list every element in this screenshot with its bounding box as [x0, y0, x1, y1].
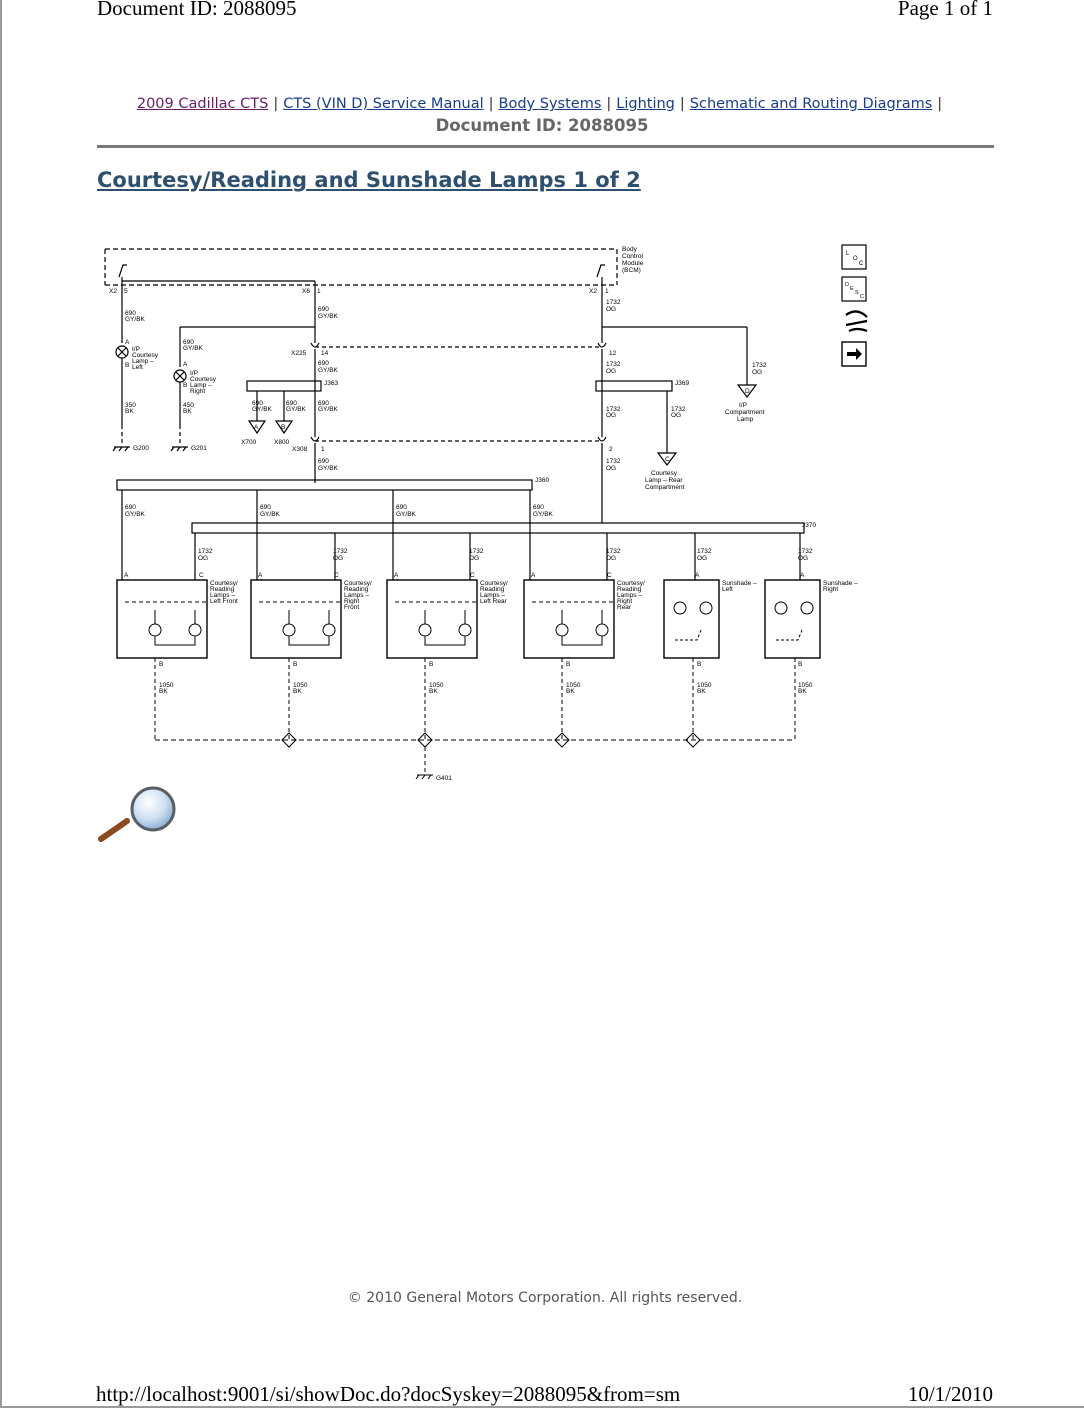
pin-label: C: [607, 572, 612, 579]
wire-color: OG: [606, 465, 617, 472]
power-ground-icon[interactable]: [846, 311, 867, 331]
lamp-label: Lamps –: [210, 592, 235, 599]
bcm-label: Control: [622, 253, 643, 260]
wire-label: 690: [260, 504, 271, 511]
wire-label: 690: [252, 400, 263, 407]
lamp-label: I/P: [132, 346, 140, 353]
footer-url: http://localhost:9001/si/showDoc.do?docSyskey=2088095&from=sm: [96, 1382, 681, 1406]
wire-label: 1732: [671, 406, 686, 413]
wire-label: 1732: [798, 548, 813, 555]
pin-label: A: [800, 572, 805, 579]
icon-letter: D: [845, 282, 849, 288]
wire-color: OG: [697, 555, 708, 562]
connector-label: X2: [589, 288, 597, 295]
pin-label: 5: [124, 288, 128, 295]
wire-color: GY/BK: [125, 511, 145, 518]
wire-color: BK: [798, 688, 807, 695]
icon-letter: C: [859, 261, 864, 267]
pin-label: B: [159, 661, 164, 668]
wire-color: GY/BK: [533, 511, 553, 518]
wire-color: GY/BK: [252, 406, 272, 413]
lamp-label: Reading: [344, 586, 369, 593]
wire-color: GY/BK: [183, 345, 203, 352]
wire-label: 690: [318, 458, 329, 465]
wire-label: 1732: [606, 548, 621, 555]
pin-label: B: [293, 661, 298, 668]
pin-label: A: [258, 572, 263, 579]
description-icon[interactable]: [842, 277, 866, 301]
lamp-label: Lamp –: [190, 382, 212, 389]
lamp-label: Lamps –: [344, 592, 369, 599]
breadcrumb-separator: |: [606, 96, 612, 112]
copyright-notice: © 2010 General Motors Corporation. All rights reserved.: [347, 1290, 743, 1306]
wire-label: 1050: [566, 682, 581, 689]
wire-color: OG: [469, 555, 480, 562]
icon-letter: C: [860, 294, 864, 300]
wire-label: 690: [125, 504, 136, 511]
pin-label: C: [470, 572, 475, 579]
wire-label: 1050: [293, 682, 308, 689]
wire-label: 1050: [159, 682, 174, 689]
wire-color: GY/BK: [396, 511, 416, 518]
document-id-line: Document ID: 2088095: [435, 116, 649, 135]
wire-label: 1050: [798, 682, 813, 689]
lamp-label: Left: [132, 364, 143, 371]
lamp-label: I/P: [739, 402, 747, 409]
bcm-label: (BCM): [622, 267, 641, 274]
pin-label: B: [798, 661, 803, 668]
wire-label: 1732: [606, 361, 621, 368]
wire-label: 690: [183, 339, 194, 346]
ground-label: G401: [436, 775, 452, 782]
wire-label: 1732: [697, 548, 712, 555]
lamp-label: Lamps –: [480, 592, 505, 599]
splice-label: J370: [802, 522, 817, 529]
header-rule: [97, 145, 994, 148]
connector-label: X6: [302, 288, 310, 295]
breadcrumb-link-lighting[interactable]: Lighting: [616, 96, 675, 112]
pin-label: B: [429, 661, 434, 668]
wire-label: 1732: [198, 548, 213, 555]
wire-color: GY/BK: [318, 406, 338, 413]
lamp-label: Right: [344, 598, 360, 605]
pin-label: 12: [609, 350, 617, 357]
splice-label: J369: [675, 380, 690, 387]
pin-label: B: [125, 362, 130, 369]
breadcrumb-separator: |: [937, 96, 943, 112]
next-icon[interactable]: [842, 342, 866, 366]
lamp-label: Lamp: [737, 416, 754, 423]
pin-label: A: [124, 572, 129, 579]
icon-letter: E: [850, 286, 854, 292]
wire-label: 1732: [752, 362, 767, 369]
connector-label: X225: [291, 350, 307, 357]
wire-color: GY/BK: [286, 406, 306, 413]
pin-label: A: [183, 361, 188, 368]
lamp-label: Compartment: [645, 484, 685, 491]
pin-label: A: [125, 339, 130, 346]
breadcrumb-link-vehicle[interactable]: 2009 Cadillac CTS: [136, 96, 269, 112]
lamp-label: Left: [722, 586, 733, 593]
wire-label: 690: [318, 360, 329, 367]
icon-letter: O: [853, 256, 858, 262]
connector-label: X2: [109, 288, 117, 295]
pin-label: A: [394, 572, 399, 579]
wire-color: OG: [606, 306, 617, 313]
wire-color: BK: [697, 688, 706, 695]
lamp-label: Compartment: [725, 409, 765, 416]
breadcrumb: [0, 96, 1084, 112]
pin-label: B: [697, 661, 702, 668]
wire-label: 1732: [469, 548, 484, 555]
pin-label: B: [566, 661, 571, 668]
lamp-label: Lamp –: [132, 358, 154, 365]
wire-label: 690: [318, 400, 329, 407]
location-icon[interactable]: [842, 245, 866, 269]
wire-color: BK: [429, 688, 438, 695]
wire-label: 1732: [333, 548, 348, 555]
wire-label: 1732: [606, 299, 621, 306]
breadcrumb-link-schematics[interactable]: Schematic and Routing Diagrams: [689, 96, 933, 112]
lamp-label: Right: [823, 586, 839, 593]
lamp-label: Courtesy: [651, 470, 678, 477]
footer-date: 10/1/2010: [907, 1382, 993, 1406]
lamp-label: Rear: [617, 604, 632, 611]
pin-label: A: [695, 572, 700, 579]
connector-label: X800: [274, 439, 290, 446]
connector-label: X700: [241, 439, 257, 446]
wire-label: 1732: [606, 406, 621, 413]
lamp-label: Reading: [210, 586, 235, 593]
pin-label: C: [665, 456, 670, 463]
icon-letter: S: [855, 290, 859, 296]
wire-label: 690: [125, 310, 136, 317]
splice-label: J363: [324, 380, 339, 387]
lamp-label: Lamps –: [617, 592, 642, 599]
wire-label: 1050: [697, 682, 712, 689]
wire-color: OG: [333, 555, 344, 562]
wire-label: 690: [533, 504, 544, 511]
pin-label: 1: [321, 446, 325, 453]
wire-label: 450: [183, 402, 194, 409]
wire-color: OG: [671, 412, 682, 419]
pin-label: B: [281, 424, 286, 431]
lamp-label: Reading: [480, 586, 505, 593]
header-page-number: Page 1 of 1: [897, 0, 993, 20]
wire-color: BK: [159, 688, 168, 695]
lamp-label: Right: [190, 388, 206, 395]
lamp-label: I/P: [190, 370, 198, 377]
wire-color: OG: [198, 555, 209, 562]
wire-color: GY/BK: [260, 511, 280, 518]
lamp-label: Courtesy: [190, 376, 217, 383]
wire-color: OG: [752, 369, 763, 376]
bcm-label: Body: [622, 246, 637, 253]
wire-color: OG: [606, 555, 617, 562]
wire-color: GY/BK: [318, 367, 338, 374]
lamp-label: Reading: [617, 586, 642, 593]
wire-label: 350: [125, 402, 136, 409]
pin-label: C: [199, 572, 204, 579]
wire-color: BK: [125, 408, 134, 415]
wire-color: BK: [566, 688, 575, 695]
wire-color: BK: [293, 688, 302, 695]
pin-label: 1: [605, 288, 609, 295]
wire-color: BK: [183, 408, 192, 415]
wire-label: 1050: [429, 682, 444, 689]
lamp-label: Sunshade –: [823, 580, 858, 587]
wire-label: 690: [396, 504, 407, 511]
ground-label: G200: [133, 445, 149, 452]
breadcrumb-link-body-systems[interactable]: Body Systems: [498, 96, 602, 112]
wire-color: OG: [798, 555, 809, 562]
lamp-label: Courtesy/: [617, 580, 645, 587]
lamp-label: Left Front: [210, 598, 238, 605]
pin-label: C: [334, 572, 339, 579]
lamp-label: Right: [617, 598, 633, 605]
breadcrumb-link-manual[interactable]: CTS (VIN D) Service Manual: [283, 96, 484, 112]
wiring-schematic: [97, 235, 877, 785]
breadcrumb-separator: |: [488, 96, 494, 112]
lamp-label: Sunshade –: [722, 580, 757, 587]
zoom-magnifier-icon[interactable]: [97, 783, 181, 845]
page-title[interactable]: Courtesy/Reading and Sunshade Lamps 1 of 2: [97, 168, 641, 192]
lamp-label: Courtesy/: [480, 580, 508, 587]
splice-label: J360: [535, 477, 550, 484]
wire-color: OG: [606, 368, 617, 375]
wire-label: 1732: [606, 458, 621, 465]
breadcrumb-separator: |: [273, 96, 279, 112]
lamp-label: Lamp – Rear: [645, 477, 683, 484]
pin-label: 2: [609, 446, 613, 453]
header-document-id: Document ID: 2088095: [97, 0, 297, 20]
ground-label: G201: [191, 445, 207, 452]
pin-label: A: [254, 424, 259, 431]
lamp-label: Courtesy/: [344, 580, 372, 587]
connector-label: X308: [292, 446, 308, 453]
wire-label: 690: [286, 400, 297, 407]
wire-color: GY/BK: [318, 313, 338, 320]
breadcrumb-separator: |: [679, 96, 685, 112]
icon-letter: L: [846, 251, 850, 257]
pin-label: A: [531, 572, 536, 579]
lamp-label: Courtesy: [132, 352, 159, 359]
lamp-label: Front: [344, 604, 360, 611]
pin-label: 14: [321, 350, 329, 357]
pin-label: 1: [317, 288, 321, 295]
wire-color: OG: [606, 412, 617, 419]
wire-label: 690: [318, 306, 329, 313]
pin-label: B: [183, 382, 188, 389]
bcm-label: Module: [622, 260, 644, 267]
pin-label: D: [745, 388, 750, 395]
wire-color: GY/BK: [125, 316, 145, 323]
lamp-label: Courtesy/: [210, 580, 238, 587]
wire-color: GY/BK: [318, 465, 338, 472]
lamp-label: Left Rear: [480, 598, 507, 605]
